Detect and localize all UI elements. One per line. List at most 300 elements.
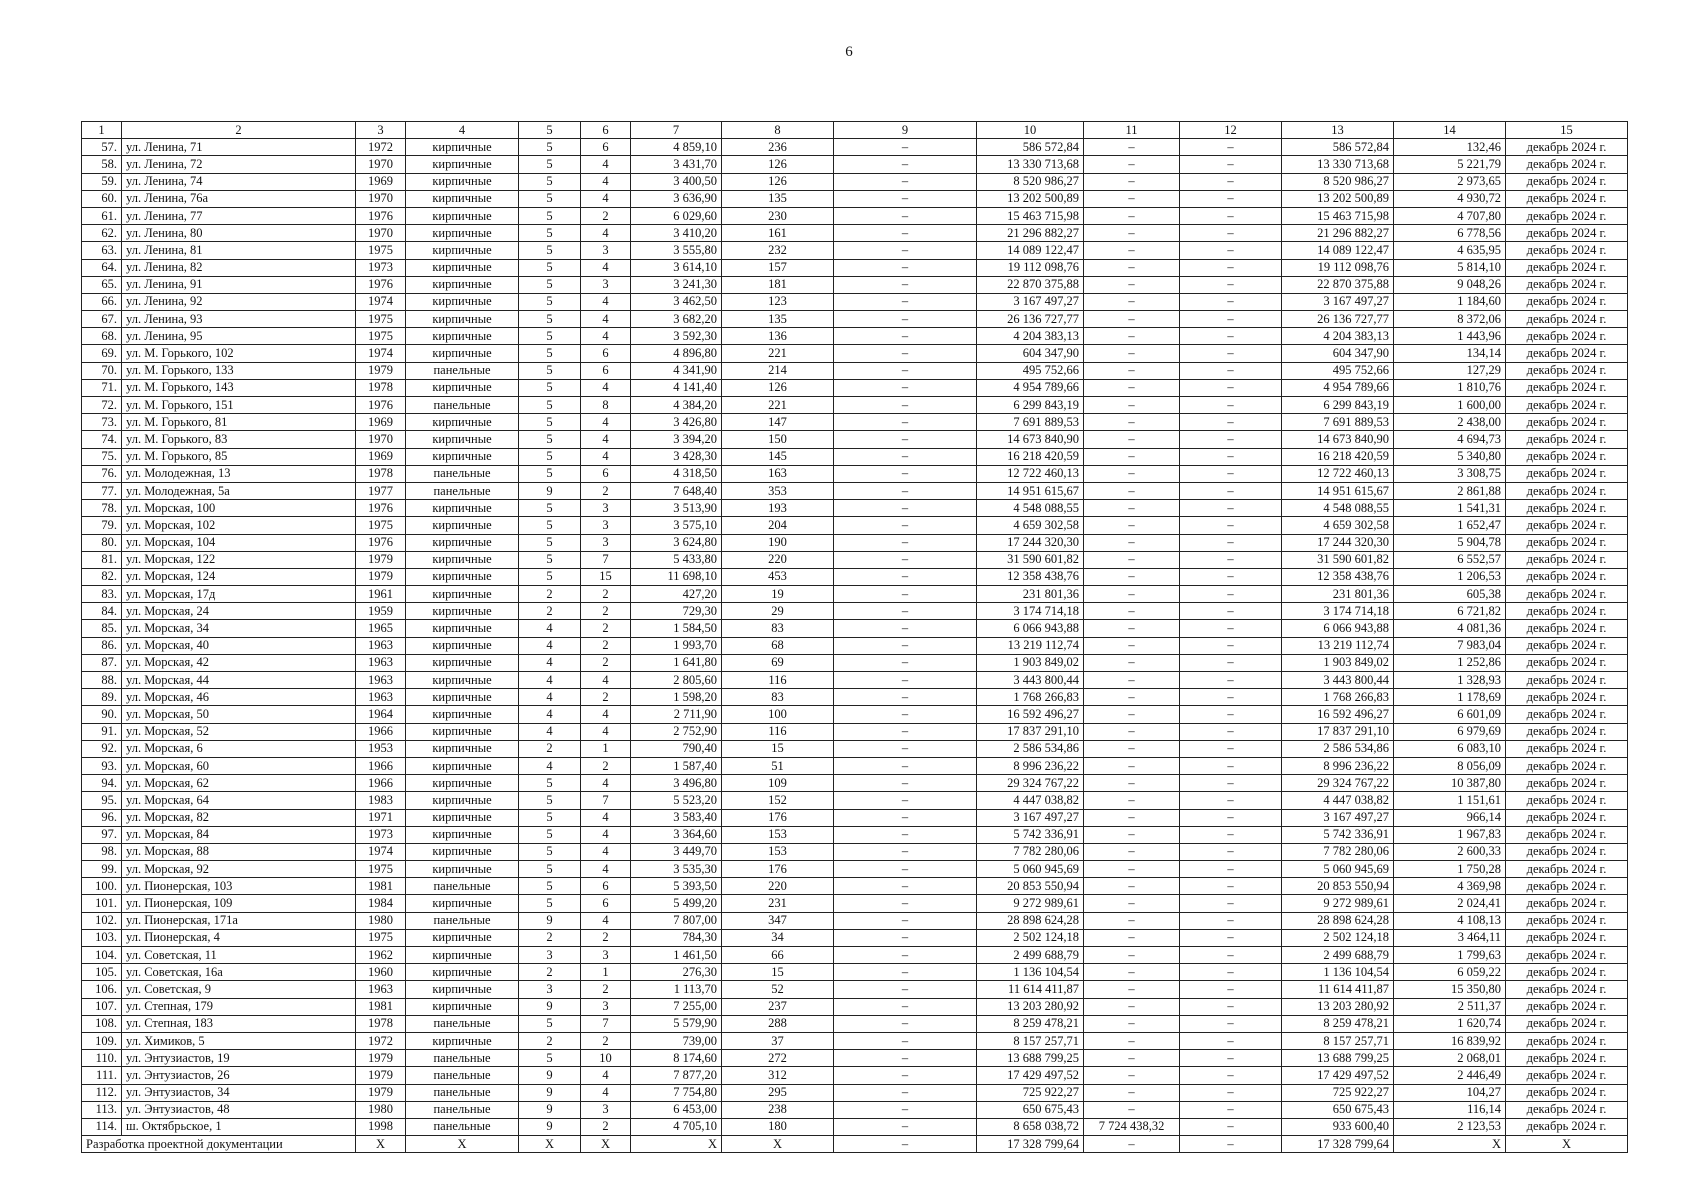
table-row xyxy=(82,757,1628,774)
cell-row-number: 79. xyxy=(82,517,122,534)
cell-area: 1 587,40 xyxy=(631,757,722,774)
cell-col-11: – xyxy=(1084,259,1180,276)
cell-col-12: – xyxy=(1180,1067,1282,1084)
cell-col-10: 19 112 098,76 xyxy=(977,259,1084,276)
cell-floors: 2 xyxy=(519,929,581,946)
cell-wall-material: кирпичные xyxy=(406,620,519,637)
cell-address: ул. М. Горького, 143 xyxy=(122,379,356,396)
cell-entrances: 6 xyxy=(581,465,631,482)
cell-col-12: – xyxy=(1180,225,1282,242)
cell-col-14: 3 464,11 xyxy=(1394,929,1506,946)
cell-year-built: 1960 xyxy=(356,964,406,981)
cell-col-12: – xyxy=(1180,500,1282,517)
cell-col-12: – xyxy=(1180,672,1282,689)
cell-col-12: – xyxy=(1180,276,1282,293)
table-row xyxy=(82,465,1628,482)
cell-deadline: декабрь 2024 г. xyxy=(1506,362,1628,379)
cell-area: 3 575,10 xyxy=(631,517,722,534)
cell-wall-material: кирпичные xyxy=(406,826,519,843)
cell-year-built: 1970 xyxy=(356,225,406,242)
cell-entrances: 2 xyxy=(581,637,631,654)
cell-deadline: декабрь 2024 г. xyxy=(1506,173,1628,190)
cell-entrances: 4 xyxy=(581,706,631,723)
cell-row-number: 71. xyxy=(82,379,122,396)
cell-wall-material: кирпичные xyxy=(406,998,519,1015)
cell-residents: 34 xyxy=(722,929,834,946)
cell-col-14: 7 983,04 xyxy=(1394,637,1506,654)
cell-col-13: 1 903 849,02 xyxy=(1282,654,1394,671)
cell-entrances: 4 xyxy=(581,190,631,207)
cell-col-10: 3 174 714,18 xyxy=(977,603,1084,620)
cell-col-9: – xyxy=(834,482,977,499)
footer-row-project-docs xyxy=(82,1136,1628,1153)
footer-cell-col-14: X xyxy=(1394,1136,1506,1153)
cell-col-13: 933 600,40 xyxy=(1282,1118,1394,1135)
cell-wall-material: кирпичные xyxy=(406,740,519,757)
cell-col-11: – xyxy=(1084,1084,1180,1101)
cell-col-14: 1 178,69 xyxy=(1394,689,1506,706)
cell-col-11: – xyxy=(1084,345,1180,362)
cell-residents: 83 xyxy=(722,620,834,637)
cell-col-10: 22 870 375,88 xyxy=(977,276,1084,293)
cell-col-14: 4 108,13 xyxy=(1394,912,1506,929)
cell-col-9: – xyxy=(834,723,977,740)
cell-floors: 9 xyxy=(519,1084,581,1101)
cell-col-10: 725 922,27 xyxy=(977,1084,1084,1101)
cell-col-12: – xyxy=(1180,981,1282,998)
cell-row-number: 109. xyxy=(82,1032,122,1049)
cell-col-14: 6 552,57 xyxy=(1394,551,1506,568)
cell-col-11: – xyxy=(1084,689,1180,706)
cell-col-9: – xyxy=(834,293,977,310)
cell-area: 3 513,90 xyxy=(631,500,722,517)
cell-col-11: – xyxy=(1084,929,1180,946)
cell-col-12: – xyxy=(1180,826,1282,843)
cell-floors: 5 xyxy=(519,448,581,465)
cell-wall-material: панельные xyxy=(406,1101,519,1118)
cell-wall-material: кирпичные xyxy=(406,654,519,671)
header-cell-11: 11 xyxy=(1084,122,1180,139)
cell-col-13: 6 299 843,19 xyxy=(1282,397,1394,414)
cell-year-built: 1976 xyxy=(356,500,406,517)
header-cell-8: 8 xyxy=(722,122,834,139)
cell-address: ул. Морская, 24 xyxy=(122,603,356,620)
cell-col-14: 1 652,47 xyxy=(1394,517,1506,534)
cell-area: 3 428,30 xyxy=(631,448,722,465)
cell-residents: 232 xyxy=(722,242,834,259)
cell-address: ул. Степная, 183 xyxy=(122,1015,356,1032)
cell-col-10: 13 219 112,74 xyxy=(977,637,1084,654)
cell-col-14: 966,14 xyxy=(1394,809,1506,826)
header-cell-9: 9 xyxy=(834,122,977,139)
cell-col-13: 26 136 727,77 xyxy=(1282,311,1394,328)
cell-col-10: 29 324 767,22 xyxy=(977,775,1084,792)
cell-floors: 4 xyxy=(519,620,581,637)
cell-wall-material: кирпичные xyxy=(406,757,519,774)
cell-deadline: декабрь 2024 г. xyxy=(1506,190,1628,207)
cell-row-number: 103. xyxy=(82,929,122,946)
cell-col-9: – xyxy=(834,706,977,723)
cell-address: ул. Ленина, 76а xyxy=(122,190,356,207)
cell-area: 4 896,80 xyxy=(631,345,722,362)
cell-year-built: 1963 xyxy=(356,689,406,706)
cell-col-14: 2 438,00 xyxy=(1394,414,1506,431)
cell-col-10: 3 167 497,27 xyxy=(977,809,1084,826)
cell-deadline: декабрь 2024 г. xyxy=(1506,517,1628,534)
cell-floors: 5 xyxy=(519,500,581,517)
table-row xyxy=(82,173,1628,190)
cell-floors: 9 xyxy=(519,1118,581,1135)
cell-wall-material: кирпичные xyxy=(406,500,519,517)
cell-col-10: 231 801,36 xyxy=(977,586,1084,603)
cell-col-9: – xyxy=(834,809,977,826)
cell-address: ул. Морская, 124 xyxy=(122,568,356,585)
cell-year-built: 1978 xyxy=(356,1015,406,1032)
cell-col-10: 1 903 849,02 xyxy=(977,654,1084,671)
cell-row-number: 70. xyxy=(82,362,122,379)
cell-entrances: 6 xyxy=(581,895,631,912)
cell-col-10: 21 296 882,27 xyxy=(977,225,1084,242)
cell-residents: 153 xyxy=(722,826,834,843)
cell-deadline: декабрь 2024 г. xyxy=(1506,568,1628,585)
cell-col-13: 3 167 497,27 xyxy=(1282,809,1394,826)
cell-area: 2 752,90 xyxy=(631,723,722,740)
cell-residents: 312 xyxy=(722,1067,834,1084)
cell-entrances: 3 xyxy=(581,998,631,1015)
cell-entrances: 4 xyxy=(581,1067,631,1084)
cell-area: 3 535,30 xyxy=(631,861,722,878)
cell-col-13: 604 347,90 xyxy=(1282,345,1394,362)
cell-deadline: декабрь 2024 г. xyxy=(1506,947,1628,964)
cell-col-9: – xyxy=(834,156,977,173)
cell-residents: 37 xyxy=(722,1032,834,1049)
footer-cell-col-9: – xyxy=(834,1136,977,1153)
cell-floors: 5 xyxy=(519,878,581,895)
cell-col-12: – xyxy=(1180,345,1282,362)
cell-col-14: 4 369,98 xyxy=(1394,878,1506,895)
cell-col-13: 14 089 122,47 xyxy=(1282,242,1394,259)
cell-year-built: 1964 xyxy=(356,706,406,723)
cell-col-9: – xyxy=(834,345,977,362)
header-cell-5: 5 xyxy=(519,122,581,139)
cell-col-10: 9 272 989,61 xyxy=(977,895,1084,912)
cell-deadline: декабрь 2024 г. xyxy=(1506,276,1628,293)
cell-area: 276,30 xyxy=(631,964,722,981)
cell-year-built: 1977 xyxy=(356,482,406,499)
cell-deadline: декабрь 2024 г. xyxy=(1506,311,1628,328)
cell-wall-material: кирпичные xyxy=(406,293,519,310)
cell-col-9: – xyxy=(834,947,977,964)
cell-residents: 180 xyxy=(722,1118,834,1135)
cell-residents: 163 xyxy=(722,465,834,482)
cell-deadline: декабрь 2024 г. xyxy=(1506,534,1628,551)
cell-col-14: 127,29 xyxy=(1394,362,1506,379)
cell-wall-material: панельные xyxy=(406,397,519,414)
cell-area: 790,40 xyxy=(631,740,722,757)
cell-entrances: 4 xyxy=(581,293,631,310)
cell-col-14: 1 541,31 xyxy=(1394,500,1506,517)
cell-col-9: – xyxy=(834,397,977,414)
cell-address: ул. Морская, 88 xyxy=(122,843,356,860)
cell-residents: 237 xyxy=(722,998,834,1015)
table-row xyxy=(82,276,1628,293)
footer-cell-col-10: 17 328 799,64 xyxy=(977,1136,1084,1153)
cell-col-9: – xyxy=(834,242,977,259)
cell-residents: 181 xyxy=(722,276,834,293)
cell-residents: 15 xyxy=(722,964,834,981)
cell-area: 7 877,20 xyxy=(631,1067,722,1084)
cell-floors: 4 xyxy=(519,637,581,654)
cell-deadline: декабрь 2024 г. xyxy=(1506,259,1628,276)
cell-row-number: 60. xyxy=(82,190,122,207)
header-cell-15: 15 xyxy=(1506,122,1628,139)
cell-floors: 2 xyxy=(519,586,581,603)
cell-year-built: 1975 xyxy=(356,929,406,946)
cell-year-built: 1998 xyxy=(356,1118,406,1135)
cell-deadline: декабрь 2024 г. xyxy=(1506,1101,1628,1118)
cell-col-13: 3 174 714,18 xyxy=(1282,603,1394,620)
cell-col-14: 2 973,65 xyxy=(1394,173,1506,190)
cell-year-built: 1965 xyxy=(356,620,406,637)
cell-col-11: – xyxy=(1084,311,1180,328)
cell-col-13: 7 782 280,06 xyxy=(1282,843,1394,860)
cell-col-9: – xyxy=(834,757,977,774)
cell-wall-material: кирпичные xyxy=(406,861,519,878)
cell-col-12: – xyxy=(1180,1015,1282,1032)
cell-col-12: – xyxy=(1180,242,1282,259)
cell-entrances: 2 xyxy=(581,757,631,774)
cell-entrances: 4 xyxy=(581,225,631,242)
cell-deadline: декабрь 2024 г. xyxy=(1506,414,1628,431)
cell-year-built: 1961 xyxy=(356,586,406,603)
cell-col-9: – xyxy=(834,1084,977,1101)
cell-col-12: – xyxy=(1180,568,1282,585)
cell-col-13: 3 167 497,27 xyxy=(1282,293,1394,310)
cell-residents: 66 xyxy=(722,947,834,964)
cell-col-9: – xyxy=(834,362,977,379)
table-row xyxy=(82,1084,1628,1101)
footer-cell-col-12: – xyxy=(1180,1136,1282,1153)
cell-row-number: 64. xyxy=(82,259,122,276)
cell-col-11: – xyxy=(1084,654,1180,671)
cell-col-13: 8 157 257,71 xyxy=(1282,1032,1394,1049)
cell-wall-material: кирпичные xyxy=(406,225,519,242)
cell-col-11: – xyxy=(1084,482,1180,499)
cell-address: ул. М. Горького, 151 xyxy=(122,397,356,414)
cell-col-14: 2 068,01 xyxy=(1394,1050,1506,1067)
cell-floors: 4 xyxy=(519,723,581,740)
cell-col-9: – xyxy=(834,843,977,860)
cell-row-number: 72. xyxy=(82,397,122,414)
cell-col-13: 14 951 615,67 xyxy=(1282,482,1394,499)
cell-row-number: 91. xyxy=(82,723,122,740)
cell-year-built: 1963 xyxy=(356,981,406,998)
cell-col-9: – xyxy=(834,500,977,517)
cell-col-11: – xyxy=(1084,637,1180,654)
cell-col-14: 605,38 xyxy=(1394,586,1506,603)
cell-col-9: – xyxy=(834,465,977,482)
cell-col-13: 16 218 420,59 xyxy=(1282,448,1394,465)
cell-address: ул. Молодежная, 13 xyxy=(122,465,356,482)
cell-year-built: 1978 xyxy=(356,379,406,396)
cell-area: 2 711,90 xyxy=(631,706,722,723)
table-row xyxy=(82,1032,1628,1049)
cell-row-number: 101. xyxy=(82,895,122,912)
cell-address: ул. М. Горького, 102 xyxy=(122,345,356,362)
cell-col-13: 12 722 460,13 xyxy=(1282,465,1394,482)
cell-entrances: 3 xyxy=(581,534,631,551)
cell-col-9: – xyxy=(834,637,977,654)
cell-floors: 5 xyxy=(519,156,581,173)
table-row xyxy=(82,397,1628,414)
cell-floors: 9 xyxy=(519,482,581,499)
cell-col-11: – xyxy=(1084,672,1180,689)
cell-area: 5 579,90 xyxy=(631,1015,722,1032)
cell-col-12: – xyxy=(1180,431,1282,448)
cell-col-12: – xyxy=(1180,861,1282,878)
cell-col-10: 4 548 088,55 xyxy=(977,500,1084,517)
cell-col-10: 8 658 038,72 xyxy=(977,1118,1084,1135)
cell-residents: 214 xyxy=(722,362,834,379)
cell-col-13: 8 996 236,22 xyxy=(1282,757,1394,774)
cell-area: 3 241,30 xyxy=(631,276,722,293)
cell-col-9: – xyxy=(834,912,977,929)
cell-row-number: 107. xyxy=(82,998,122,1015)
cell-col-14: 4 694,73 xyxy=(1394,431,1506,448)
header-cell-13: 13 xyxy=(1282,122,1394,139)
cell-entrances: 3 xyxy=(581,242,631,259)
cell-col-11: – xyxy=(1084,861,1180,878)
cell-row-number: 82. xyxy=(82,568,122,585)
cell-wall-material: панельные xyxy=(406,465,519,482)
footer-cell-floors: X xyxy=(519,1136,581,1153)
cell-col-10: 14 673 840,90 xyxy=(977,431,1084,448)
cell-col-11: – xyxy=(1084,1015,1180,1032)
cell-row-number: 59. xyxy=(82,173,122,190)
cell-col-14: 8 372,06 xyxy=(1394,311,1506,328)
cell-deadline: декабрь 2024 г. xyxy=(1506,1032,1628,1049)
cell-col-9: – xyxy=(834,207,977,224)
table-row xyxy=(82,500,1628,517)
cell-address: ул. Пионерская, 4 xyxy=(122,929,356,946)
cell-entrances: 7 xyxy=(581,792,631,809)
cell-floors: 5 xyxy=(519,517,581,534)
cell-wall-material: панельные xyxy=(406,878,519,895)
cell-residents: 157 xyxy=(722,259,834,276)
cell-entrances: 2 xyxy=(581,482,631,499)
cell-col-14: 6 778,56 xyxy=(1394,225,1506,242)
cell-year-built: 1963 xyxy=(356,654,406,671)
table-row xyxy=(82,809,1628,826)
footer-cell-col-13: 17 328 799,64 xyxy=(1282,1136,1394,1153)
cell-col-14: 8 056,09 xyxy=(1394,757,1506,774)
cell-wall-material: кирпичные xyxy=(406,276,519,293)
cell-col-9: – xyxy=(834,328,977,345)
cell-col-13: 495 752,66 xyxy=(1282,362,1394,379)
cell-col-10: 14 089 122,47 xyxy=(977,242,1084,259)
cell-residents: 116 xyxy=(722,672,834,689)
cell-col-11: – xyxy=(1084,964,1180,981)
header-cell-3: 3 xyxy=(356,122,406,139)
cell-address: ул. Морская, 17д xyxy=(122,586,356,603)
cell-row-number: 100. xyxy=(82,878,122,895)
cell-entrances: 4 xyxy=(581,259,631,276)
cell-col-12: – xyxy=(1180,190,1282,207)
table-row xyxy=(82,637,1628,654)
cell-residents: 288 xyxy=(722,1015,834,1032)
cell-wall-material: кирпичные xyxy=(406,586,519,603)
cell-col-14: 6 979,69 xyxy=(1394,723,1506,740)
cell-year-built: 1953 xyxy=(356,740,406,757)
cell-col-13: 8 259 478,21 xyxy=(1282,1015,1394,1032)
cell-year-built: 1972 xyxy=(356,1032,406,1049)
cell-residents: 161 xyxy=(722,225,834,242)
cell-area: 1 461,50 xyxy=(631,947,722,964)
table-row xyxy=(82,190,1628,207)
cell-col-13: 12 358 438,76 xyxy=(1282,568,1394,585)
table-row xyxy=(82,689,1628,706)
cell-entrances: 7 xyxy=(581,1015,631,1032)
cell-col-11: – xyxy=(1084,1050,1180,1067)
cell-col-14: 1 620,74 xyxy=(1394,1015,1506,1032)
cell-residents: 145 xyxy=(722,448,834,465)
cell-row-number: 110. xyxy=(82,1050,122,1067)
cell-residents: 135 xyxy=(722,311,834,328)
cell-area: 3 394,20 xyxy=(631,431,722,448)
cell-deadline: декабрь 2024 г. xyxy=(1506,981,1628,998)
cell-address: ул. Ленина, 72 xyxy=(122,156,356,173)
cell-col-10: 13 202 500,89 xyxy=(977,190,1084,207)
cell-col-10: 8 259 478,21 xyxy=(977,1015,1084,1032)
cell-col-12: – xyxy=(1180,603,1282,620)
cell-col-11: – xyxy=(1084,1032,1180,1049)
cell-year-built: 1984 xyxy=(356,895,406,912)
cell-address: ул. Морская, 82 xyxy=(122,809,356,826)
cell-col-10: 16 218 420,59 xyxy=(977,448,1084,465)
cell-residents: 204 xyxy=(722,517,834,534)
cell-wall-material: кирпичные xyxy=(406,809,519,826)
cell-wall-material: кирпичные xyxy=(406,139,519,156)
cell-entrances: 4 xyxy=(581,809,631,826)
cell-deadline: декабрь 2024 г. xyxy=(1506,1050,1628,1067)
cell-address: ул. Советская, 16а xyxy=(122,964,356,981)
cell-deadline: декабрь 2024 г. xyxy=(1506,826,1628,843)
cell-row-number: 83. xyxy=(82,586,122,603)
cell-col-14: 2 861,88 xyxy=(1394,482,1506,499)
cell-area: 3 636,90 xyxy=(631,190,722,207)
cell-col-13: 14 673 840,90 xyxy=(1282,431,1394,448)
cell-col-10: 15 463 715,98 xyxy=(977,207,1084,224)
header-cell-10: 10 xyxy=(977,122,1084,139)
cell-col-11: – xyxy=(1084,998,1180,1015)
table-row xyxy=(82,843,1628,860)
cell-floors: 2 xyxy=(519,603,581,620)
cell-col-10: 4 659 302,58 xyxy=(977,517,1084,534)
cell-col-12: – xyxy=(1180,517,1282,534)
footer-cell-wall-material: X xyxy=(406,1136,519,1153)
cell-address: ул. Морская, 34 xyxy=(122,620,356,637)
cell-deadline: декабрь 2024 г. xyxy=(1506,139,1628,156)
cell-col-13: 17 837 291,10 xyxy=(1282,723,1394,740)
cell-area: 4 341,90 xyxy=(631,362,722,379)
cell-address: ул. Ленина, 77 xyxy=(122,207,356,224)
cell-col-13: 4 659 302,58 xyxy=(1282,517,1394,534)
cell-col-10: 586 572,84 xyxy=(977,139,1084,156)
table-row xyxy=(82,620,1628,637)
table-row xyxy=(82,895,1628,912)
cell-col-12: – xyxy=(1180,689,1282,706)
cell-residents: 230 xyxy=(722,207,834,224)
